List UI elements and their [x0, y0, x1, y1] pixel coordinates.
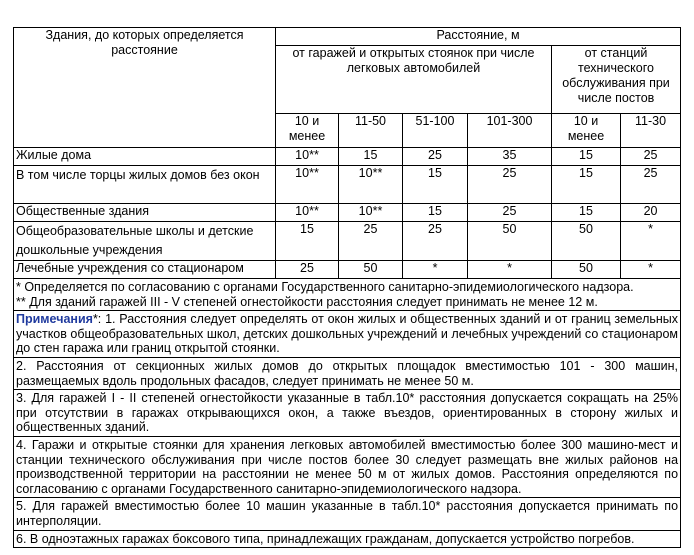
- table-row: [14, 222, 681, 261]
- table-cell: 25: [621, 148, 681, 166]
- table-cell: 50: [339, 261, 403, 279]
- table-cell: 50: [468, 222, 552, 261]
- distance-table: [13, 27, 681, 548]
- note-6: 6. В одноэтажных гаражах боксового типа, принадлежащих гражданам, допускается устройство погребов.: [14, 530, 681, 548]
- table-cell: *: [403, 261, 468, 279]
- table-cell: 10**: [339, 204, 403, 222]
- table-cell: 25: [403, 222, 468, 261]
- table-row: [14, 148, 681, 166]
- footnote-1: * Определяется по согласованию с органами Государственного санитарно-эпидемиологического надзора.: [16, 280, 634, 294]
- notes-label: Примечания: [16, 312, 93, 327]
- footnotes: [14, 279, 681, 311]
- col-header: 51-100: [403, 114, 468, 148]
- table-cell: 15: [552, 204, 621, 222]
- table-row: [14, 166, 681, 204]
- table-cell: 25: [403, 148, 468, 166]
- col-header: 11-30: [621, 114, 681, 148]
- table-cell: 50: [552, 261, 621, 279]
- table-cell: 25: [621, 166, 681, 204]
- col-header: 10 и менее: [552, 114, 621, 148]
- row-label: В том числе торцы жилых домов без окон: [14, 166, 276, 204]
- table-cell: 35: [468, 148, 552, 166]
- table-cell: 15: [276, 222, 339, 261]
- col-header: 11-50: [339, 114, 403, 148]
- table-cell: 25: [468, 166, 552, 204]
- table-cell: *: [621, 261, 681, 279]
- table-cell: 15: [552, 148, 621, 166]
- note-2: 2. Расстояния от секционных жилых домов до открытых площадок вместимостью 101 - 300 машин, размещаемых вдоль продольных фасадов, следует принимать не менее 50 м.: [14, 357, 681, 389]
- table-cell: 25: [276, 261, 339, 279]
- footnote-2: ** Для зданий гаражей III - V степеней огнестойкости расстояния следует принимать не менее 12 м.: [16, 294, 598, 309]
- buildings-header: Здания, до которых определяется расстояние: [14, 28, 276, 148]
- table-cell: 25: [339, 222, 403, 261]
- table-cell: 15: [403, 204, 468, 222]
- col-header: 101-300: [468, 114, 552, 148]
- note-5: 5. Для гаражей вместимостью более 10 машин указанные в табл.10* расстояния допускается принимать по интерполяции.: [14, 498, 681, 530]
- table-cell: 10**: [276, 166, 339, 204]
- row-label: Общеобразовательные школы и детские дошкольные учреждения: [14, 222, 276, 261]
- table-cell: 10**: [276, 148, 339, 166]
- table-cell: 15: [552, 166, 621, 204]
- table-cell: 25: [468, 204, 552, 222]
- col-header: 10 и менее: [276, 114, 339, 148]
- note-1-text: *: 1. Расстояния следует определять от окон жилых и общественных зданий и от границ земельных участков общеобразовательных школ, детских дошкольных учреждений и лечебных учреждений со стационаром до стен гаража или границ открытой стоянки.: [16, 312, 679, 356]
- table-cell: 15: [339, 148, 403, 166]
- table-cell: 15: [403, 166, 468, 204]
- row-label: Лечебные учреждения со стационаром: [14, 261, 276, 279]
- note-4: 4. Гаражи и открытые стоянки для хранения легковых автомобилей вместимостью более 300 машино-мест и станции технического обслуживания при числе постов более 30 следует размещать вне жилых районов на производственной территории на расстоянии не менее 50 м от жилых домов. Расстояния определяются по согласованию с органами Государственного санитарно-эпидемиологического надзора.: [14, 436, 681, 497]
- table-cell: 50: [552, 222, 621, 261]
- table-cell: *: [621, 222, 681, 261]
- table-cell: 10**: [276, 204, 339, 222]
- note-1: [14, 311, 681, 358]
- table-cell: 10**: [339, 166, 403, 204]
- note-3: 3. Для гаражей I - II степеней огнестойкости указанные в табл.10* расстояния допускается сокращать на 25% при отсутствии в гаражах открывающихся окон, а также въездов, ориентированных в сторону жилых и общественных зданий.: [14, 390, 681, 437]
- row-label: Жилые дома: [14, 148, 276, 166]
- distance-header: Расстояние, м: [276, 28, 681, 46]
- table-cell: 20: [621, 204, 681, 222]
- row-label: Общественные здания: [14, 204, 276, 222]
- table-row: [14, 204, 681, 222]
- table-cell: *: [468, 261, 552, 279]
- table-row: [14, 261, 681, 279]
- stations-header: от станций технического обслуживания при числе постов: [552, 46, 681, 114]
- garages-header: от гаражей и открытых стоянок при числе легковых автомобилей: [276, 46, 552, 114]
